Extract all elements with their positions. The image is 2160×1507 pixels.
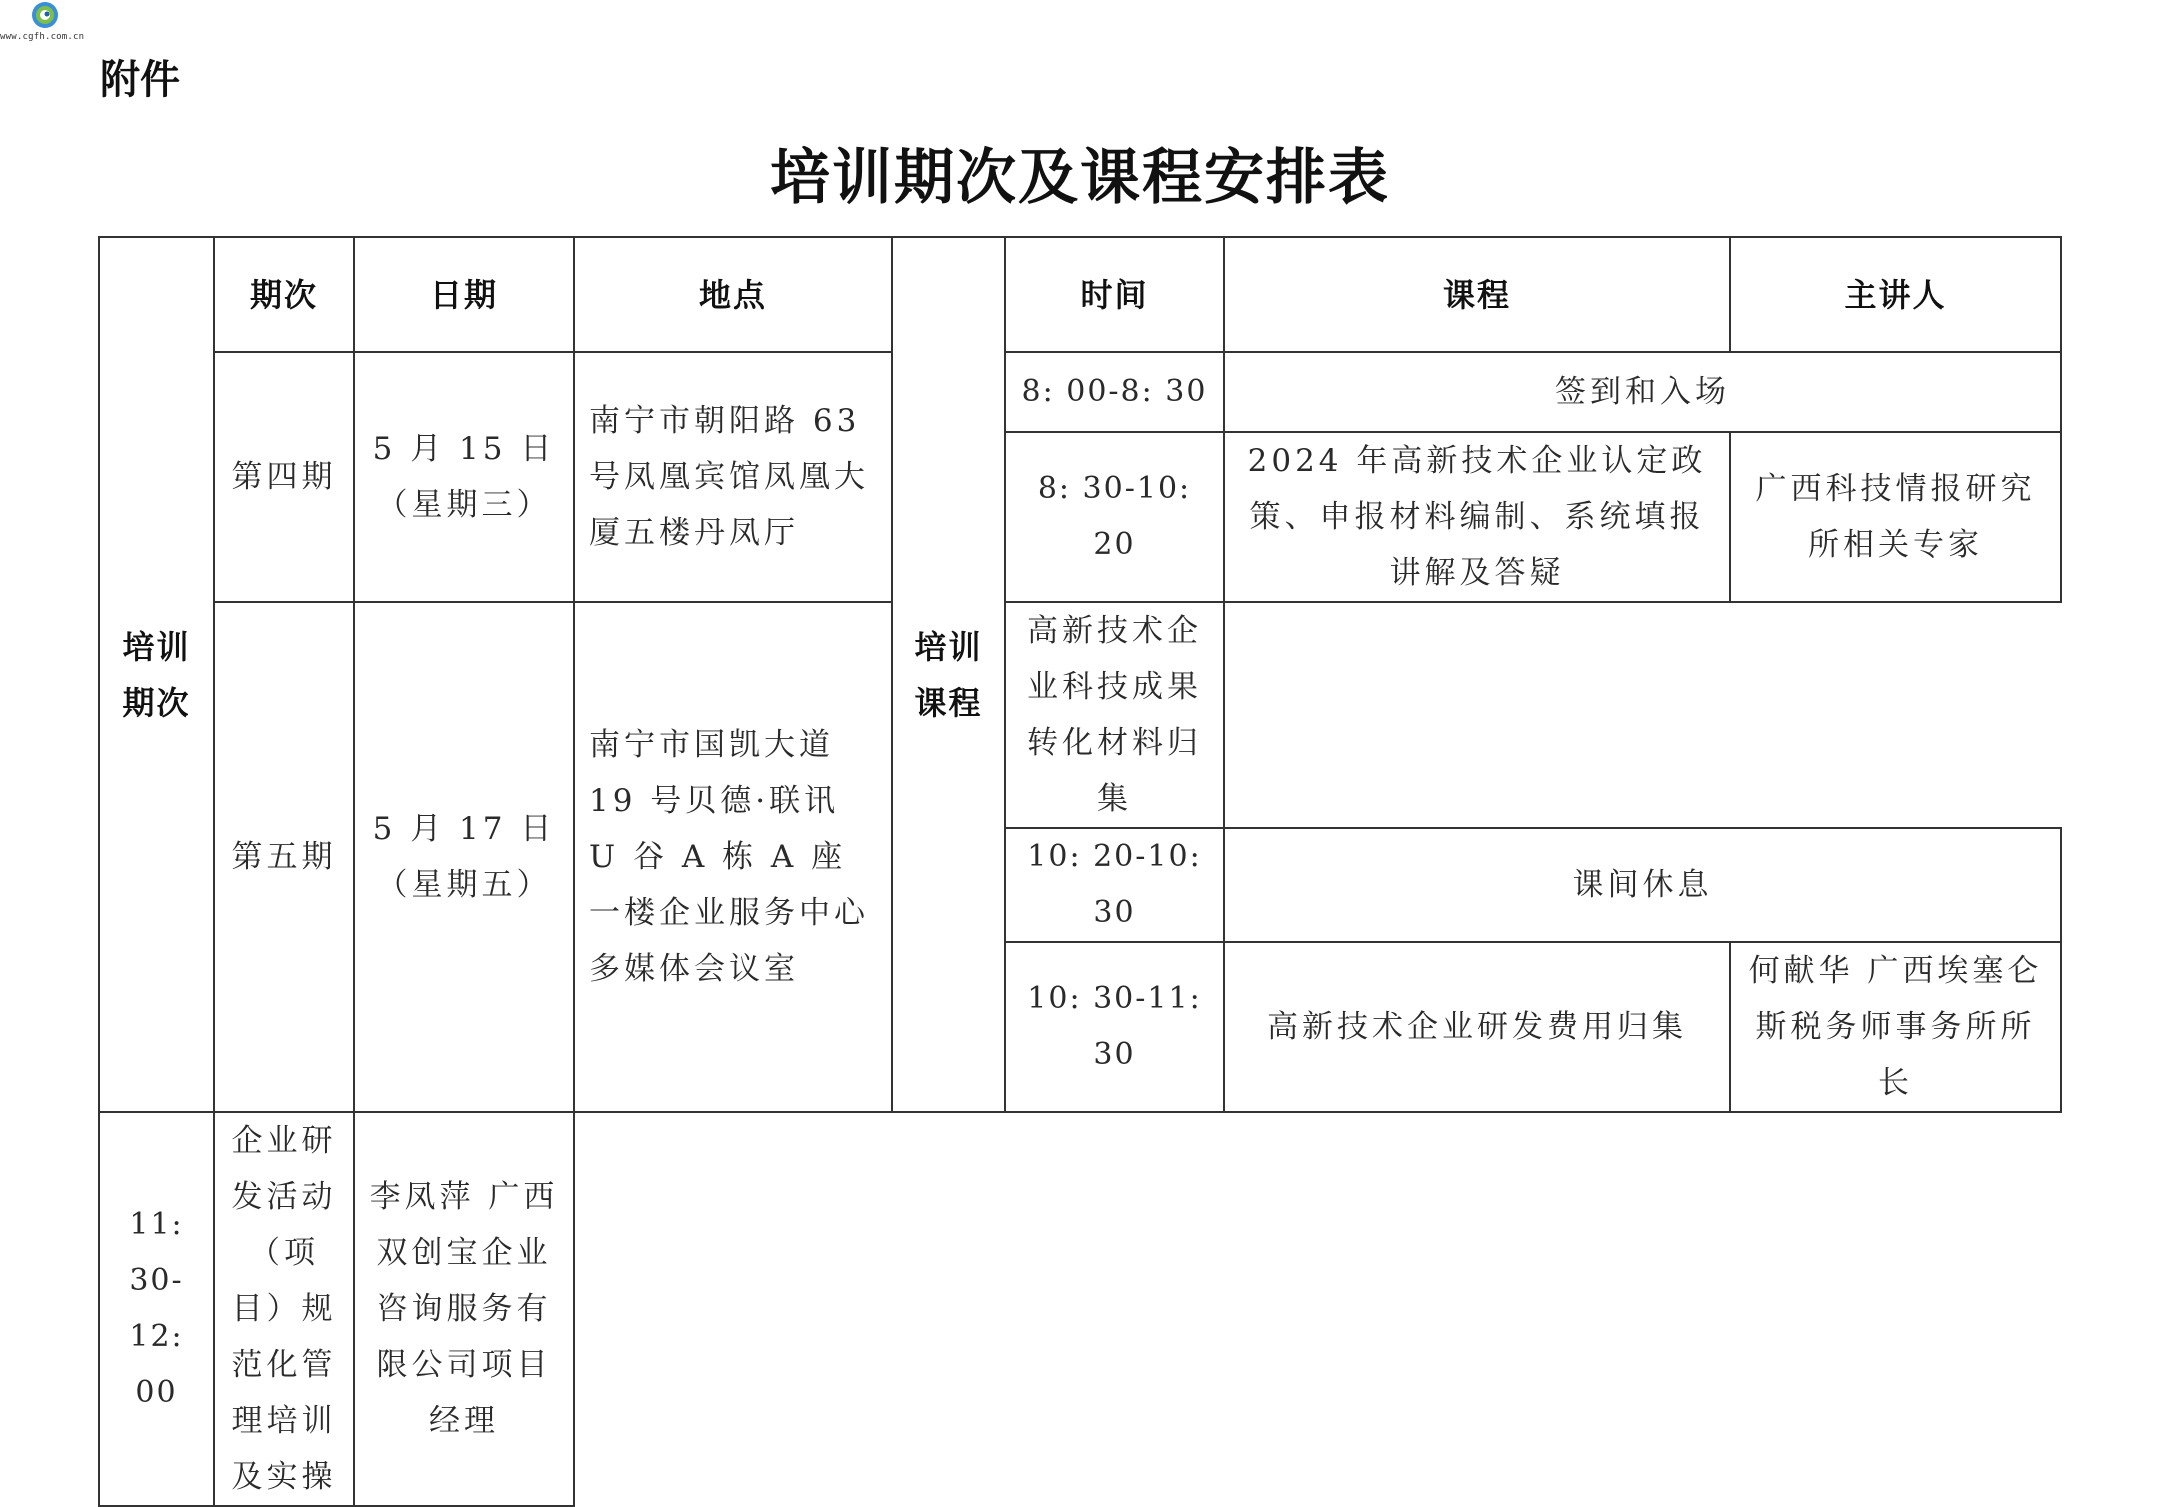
table-row xyxy=(99,352,2061,432)
session-date: 5 月 17 日 （星期五） xyxy=(354,602,574,1112)
schedule-course: 课间休息 xyxy=(1224,828,2061,942)
attachment-label: 附件 xyxy=(100,57,180,103)
header-course: 课程 xyxy=(1224,237,1730,352)
schedule-time: 8: 30-10: 20 xyxy=(1005,432,1224,602)
session-location: 南宁市国凯大道 19 号贝德·联讯 U 谷 A 栋 A 座一楼企业服务中心多媒体会议室 xyxy=(574,602,892,1112)
schedule-table xyxy=(98,236,2062,1507)
site-logo xyxy=(20,0,70,30)
schedule-course: 高新技术企业研发费用归集 xyxy=(1224,942,1730,1112)
training-course-group-label: 培训 课程 xyxy=(892,237,1005,1112)
header-time: 时间 xyxy=(1005,237,1224,352)
schedule-time: 10: 30-11: 30 xyxy=(1005,942,1224,1112)
spiral-logo-icon xyxy=(20,0,70,30)
header-row xyxy=(99,237,2061,352)
schedule-speaker: 何献华 广西埃塞仑斯税务师事务所所长 xyxy=(1730,942,2061,1112)
header-speaker: 主讲人 xyxy=(1730,237,2061,352)
site-url: www.cgfh.com.cn xyxy=(0,32,85,42)
table-row xyxy=(99,602,2061,828)
schedule-time: 11: 30-12: 00 xyxy=(99,1112,214,1506)
schedule-speaker: 广西科技情报研究所相关专家 xyxy=(1730,432,2061,602)
schedule-time: 8: 00-8: 30 xyxy=(1005,352,1224,432)
schedule-course: 企业研发活动（项目）规范化管理培训及实操 xyxy=(214,1112,354,1506)
header-date: 日期 xyxy=(354,237,574,352)
schedule-course: 高新技术企业科技成果转化材料归集 xyxy=(1005,602,1224,828)
session-name: 第四期 xyxy=(214,352,354,602)
schedule-speaker: 李凤萍 广西双创宝企业咨询服务有限公司项目经理 xyxy=(354,1112,574,1506)
header-session: 期次 xyxy=(214,237,354,352)
session-location: 南宁市朝阳路 63 号凤凰宾馆凤凰大厦五楼丹凤厅 xyxy=(574,352,892,602)
header-location: 地点 xyxy=(574,237,892,352)
schedule-course: 2024 年高新技术企业认定政策、申报材料编制、系统填报讲解及答疑 xyxy=(1224,432,1730,602)
document-title: 培训期次及课程安排表 xyxy=(770,143,1390,213)
session-name: 第五期 xyxy=(214,602,354,1112)
schedule-time: 10: 20-10: 30 xyxy=(1005,828,1224,942)
training-session-group-label: 培训 期次 xyxy=(99,237,214,1112)
schedule-course: 签到和入场 xyxy=(1224,352,2061,432)
table-row xyxy=(99,1112,2061,1506)
session-date: 5 月 15 日 （星期三） xyxy=(354,352,574,602)
